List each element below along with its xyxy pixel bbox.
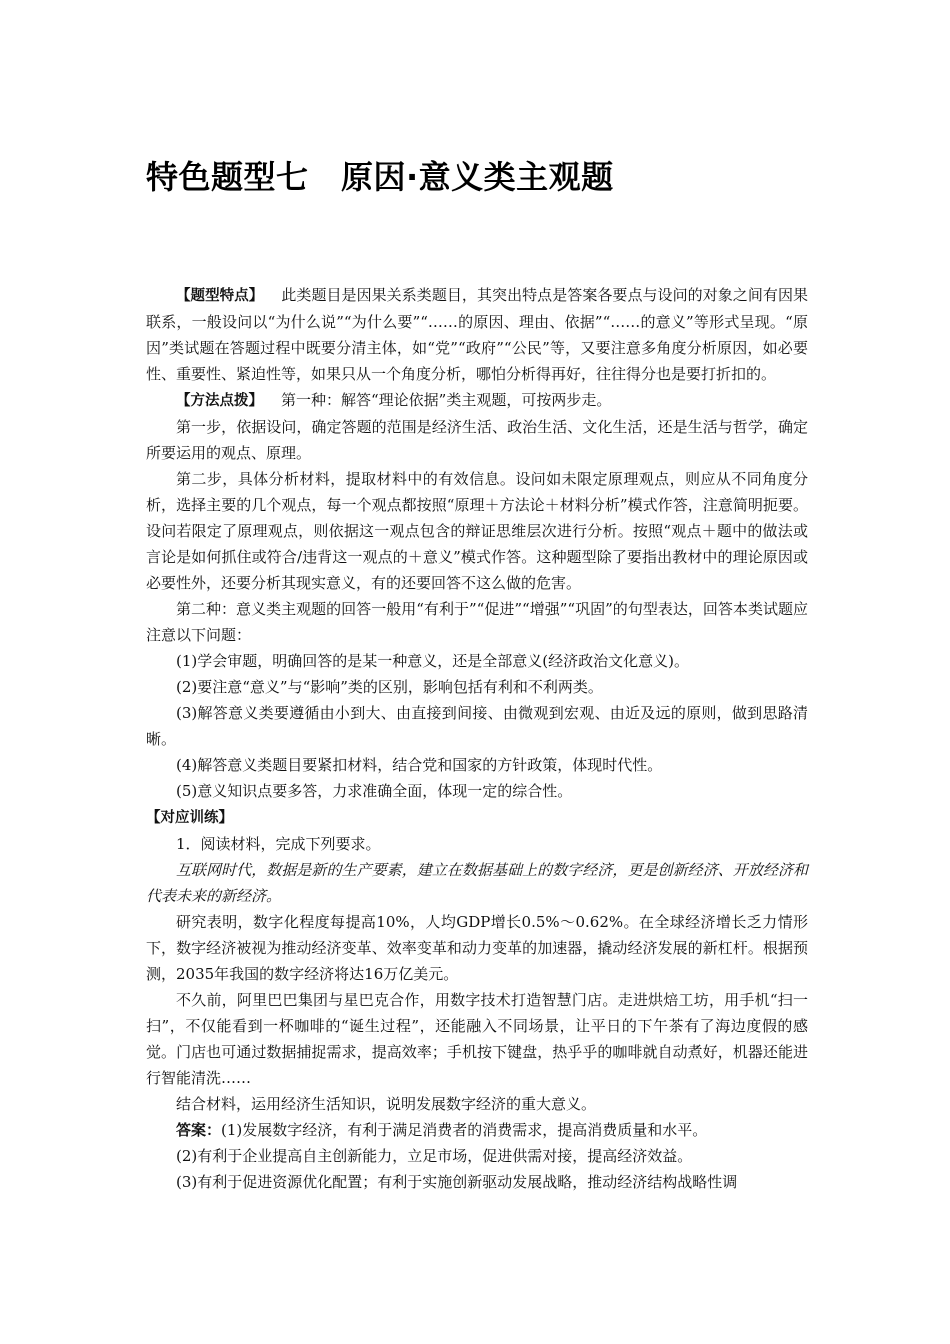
type-features-text: 此类题目是因果关系类题目，其突出特点是答案各要点与设问的对象之间有因果联系，一般设问以“为什么说”“为什么要”“……的原因、理由、依据”“……的意义”等形式呈现。“原因”类试题在答题过程中既要分清主体，如“党”“政府”“公民”等，又要注意多角度分析原因，如必要性、重要性、紧迫性等，如果只从一个角度分析，哪怕分析得再好，往往得分也是要打折扣的。 (146, 286, 808, 383)
answer-label: 答案： (176, 1121, 222, 1139)
method-point-1: (1)学会审题，明确回答的是某一种意义，还是全部意义(经济政治文化意义)。 (176, 652, 689, 670)
material-paragraph-2: 研究表明，数字化程度每提高10%，人均GDP增长0.5%～0.62%。在全球经济增长乏力情形下，数字经济被视为推动经济变革、效率变革和动力变革的加速器，撬动经济发展的新杠杆。根据预测，2035年我国的数字经济将达16万亿美元。 (146, 913, 808, 983)
answer-item-1: (1)发展数字经济，有利于满足消费者的消费需求，提高消费质量和水平。 (221, 1121, 708, 1139)
practice-heading: 【对应训练】 (146, 810, 233, 826)
type-features-heading: 【题型特点】 (176, 288, 264, 304)
method-point-3: (3)解答意义类要遵循由小到大、由直接到间接、由微观到宏观、由近及远的原则，做到思路清晰。 (146, 704, 808, 748)
method-tips-intro: 第一种：解答“理论依据”类主观题，可按两步走。 (281, 391, 612, 409)
page-title: 特色题型七 原因·意义类主观题 (146, 158, 614, 196)
method-point-4: (4)解答意义类题目要紧扣材料，结合党和国家的方针政策，体现时代性。 (176, 756, 663, 774)
answer-paragraph-3: (3)有利于促进资源优化配置；有利于实施创新驱动发展战略，推动经济结构战略性调 (176, 1173, 738, 1191)
type-features-paragraph (146, 282, 808, 387)
method-tips-paragraph (146, 387, 808, 414)
method-point-2: (2)要注意“意义”与“影响”类的区别，影响包括有利和不利两类。 (176, 678, 603, 696)
method-two-paragraph: 第二种：意义类主观题的回答一般用“有利于”“促进”“增强”“巩固”的句型表达，回答本类试题应注意以下问题： (146, 600, 808, 644)
step-one-paragraph: 第一步，依据设问，确定答题的范围是经济生活、政治生活、文化生活，还是生活与哲学，确定所要运用的观点、原理。 (146, 418, 808, 462)
answer-paragraph-1 (146, 1117, 808, 1143)
document-body (146, 282, 808, 1195)
question-prompt: 1．阅读材料，完成下列要求。 (176, 835, 381, 853)
material-paragraph-1: 互联网时代，数据是新的生产要素，建立在数据基础上的数字经济，更是创新经济、开放经济和代表未来的新经济。 (146, 861, 808, 905)
method-point-5: (5)意义知识点要多答，力求准确全面，体现一定的综合性。 (176, 782, 573, 800)
answer-paragraph-2: (2)有利于企业提高自主创新能力，立足市场，促进供需对接，提高经济效益。 (176, 1147, 693, 1165)
method-tips-heading: 【方法点拨】 (176, 393, 263, 409)
practice-heading-paragraph (146, 804, 808, 831)
question-task: 结合材料，运用经济生活知识，说明发展数字经济的重大意义。 (176, 1095, 597, 1113)
material-paragraph-3: 不久前，阿里巴巴集团与星巴克合作，用数字技术打造智慧门店。走进烘焙工坊，用手机“扫一扫”，不仅能看到一杯咖啡的“诞生过程”，还能融入不同场景，让平日的下午茶有了海边度假的感觉。门店也可通过数据捕捉需求，提高效率；手机按下键盘，热乎乎的咖啡就自动煮好，机器还能进行智能清洗…… (146, 991, 808, 1087)
step-two-paragraph: 第二步，具体分析材料，提取材料中的有效信息。设问如未限定原理观点，则应从不同角度分析，选择主要的几个观点，每一个观点都按照“原理＋方法论＋材料分析”模式作答，注意简明扼要。设问若限定了原理观点，则依据这一观点包含的辩证思维层次进行分析。按照“观点＋题中的做法或言论是如何抓住或符合/违背这一观点的＋意义”模式作答。这种题型除了要指出教材中的理论原因或必要性外，还要分析其现实意义，有的还要回答不这么做的危害。 (146, 470, 808, 592)
